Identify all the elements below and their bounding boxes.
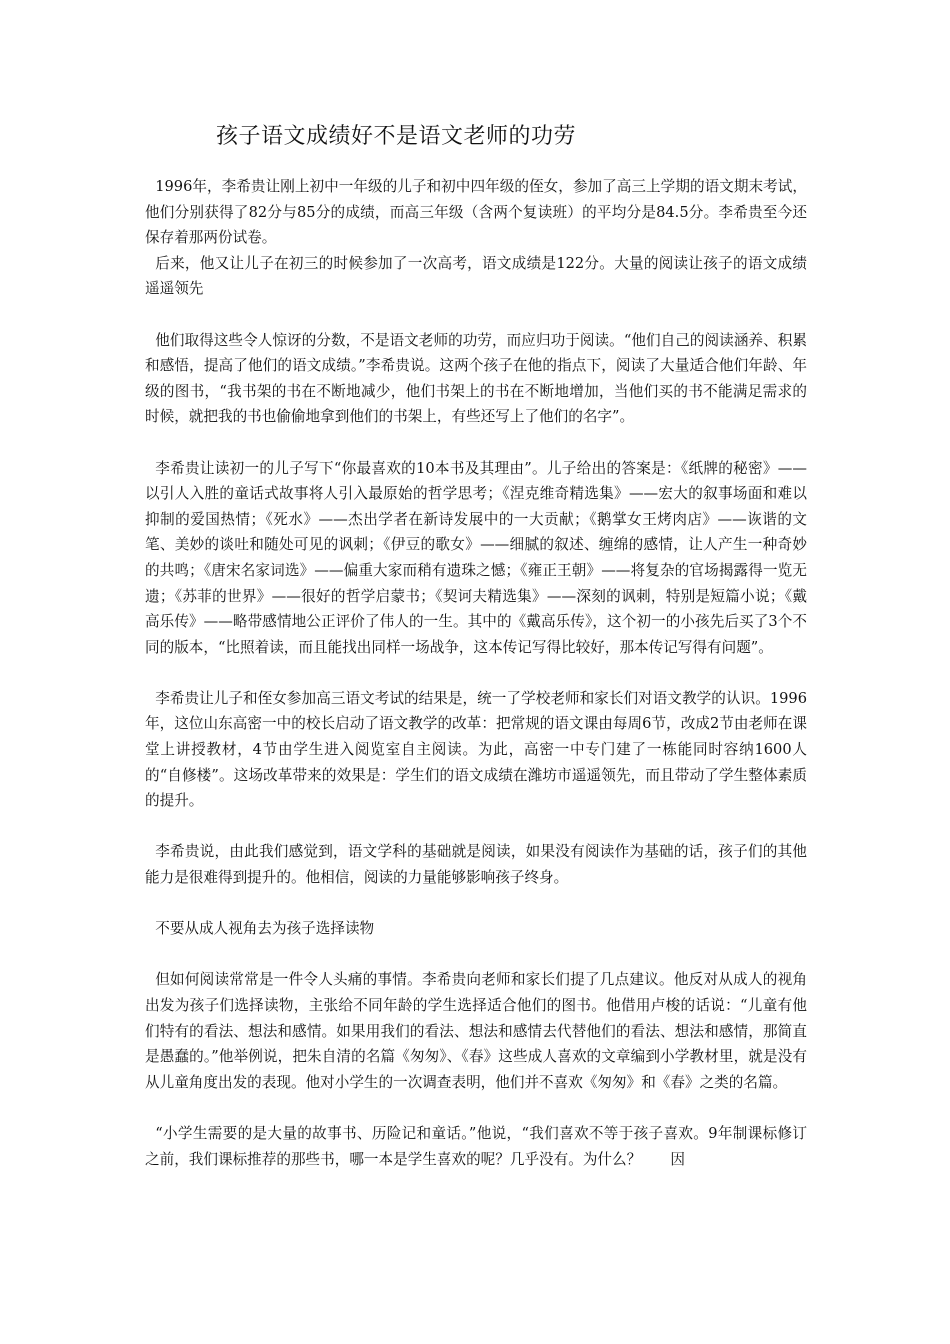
paragraph-6: 李希贵说，由此我们感觉到，语文学科的基础就是阅读，如果没有阅读作为基础的话，孩子们的其他能力是很难得到提升的。他相信，阅读的力量能够影响孩子终身。 [145,843,807,887]
document-body [145,174,807,1172]
paragraph-8: “小学生需要的是大量的故事书、历险记和童话。”他说，“我们喜欢不等于孩子喜欢。9年制课标修订之前，我们课标推荐的那些书，哪一本是学生喜欢的呢？几乎没有。为什么？ 因 [145,1124,807,1168]
paragraph-5: 李希贵让儿子和侄女参加高三语文考试的结果是，统一了学校老师和家长们对语文教学的认识。1996年，这位山东高密一中的校长启动了语文教学的改革：把常规的语文课由每周6节，改成2节由老师在课堂上讲授教材，4节由学生进入阅览室自主阅读。为此，高密一中专门建了一栋能同时容纳1600人的“自修楼”。这场改革带来的效果是：学生们的语文成绩在潍坊市遥遥领先，而且带动了学生整体素质的提升。 [145,689,807,810]
document-title: 孩子语文成绩好不是语文老师的功劳 [216,124,577,149]
paragraph-7: 但如何阅读常常是一件令人头痛的事情。李希贵向老师和家长们提了几点建议。他反对从成人的视角出发为孩子们选择读物，主张给不同年龄的学生选择适合他们的图书。他借用卢梭的话说：“儿童有他们特有的看法、想法和感情。如果用我们的看法、想法和感情去代替他们的看法、想法和感情，那简直是愚蠢的。”他举例说，把朱自清的名篇《匆匆》、《春》这些成人喜欢的文章编到小学教材里，就是没有从儿童角度出发的表现。他对小学生的一次调查表明，他们并不喜欢《匆匆》和《春》之类的名篇。 [145,971,807,1091]
paragraph-2: 后来，他又让儿子在初三的时候参加了一次高考，语文成绩是122分。大量的阅读让孩子的语文成绩遥遥领先 [145,254,807,298]
section-heading: 不要从成人视角去为孩子选择读物 [155,920,375,938]
paragraph-1: 1996年，李希贵让刚上初中一年级的儿子和初中四年级的侄女，参加了高三上学期的语文期末考试，他们分别获得了82分与85分的成绩，而高三年级（含两个复读班）的平均分是84.5分。李希贵至今还保存着那两份试卷。 [145,178,807,247]
paragraph-4: 李希贵让读初一的儿子写下“你最喜欢的10本书及其理由”。儿子给出的答案是：《纸牌的秘密》——以引人入胜的童话式故事将人引入最原始的哲学思考；《涅克维奇精选集》——宏大的叙事场面和难以抑制的爱国热情；《死水》——杰出学者在新诗发展中的一大贡献；《鹅掌女王烤肉店》——诙谐的文笔、美妙的谈吐和随处可见的讽刺；《伊豆的歌女》——细腻的叙述、缠绵的感情，让人产生一种奇妙的共鸣；《唐宋名家词选》——偏重大家而稍有遗珠之憾；《雍正王朝》——将复杂的官场揭露得一览无遗；《苏菲的世界》——很好的哲学启蒙书；《契诃夫精选集》——深刻的讽刺，特别是短篇小说；《戴高乐传》——略带感情地公正评价了伟人的一生。其中的《戴高乐传》，这个初一的小孩先后买了3个不同的版本，“比照着读，而且能找出同样一场战争，这本传记写得比较好，那本传记写得有问题”。 [145,459,807,656]
paragraph-3: 他们取得这些令人惊讶的分数，不是语文老师的功劳，而应归功于阅读。“他们自己的阅读涵养、积累和感悟，提高了他们的语文成绩。”李希贵说。这两个孩子在他的指点下，阅读了大量适合他们年龄、年级的图书，“我书架的书在不断地减少，他们书架上的书在不断地增加，当他们买的书不能满足需求的时候，就把我的书也偷偷地拿到他们的书架上，有些还写上了他们的名字”。 [145,331,807,426]
